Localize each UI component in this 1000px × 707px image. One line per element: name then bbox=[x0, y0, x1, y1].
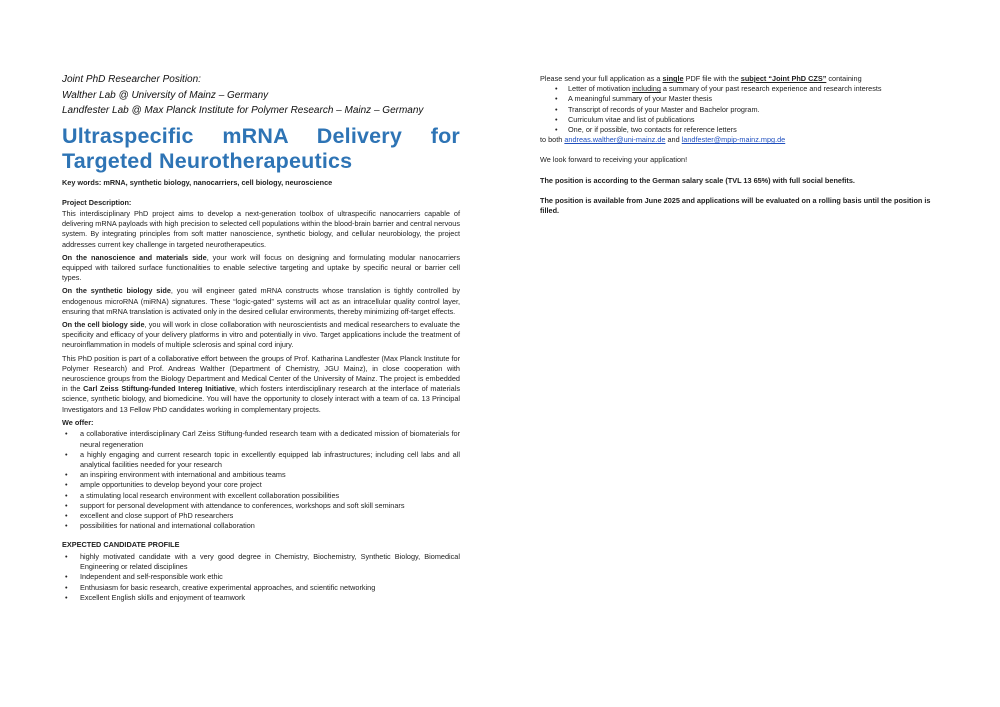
and-text: and bbox=[665, 135, 682, 145]
list-item: • Independent and self-responsible work ethic bbox=[62, 572, 460, 582]
email-link-landfester[interactable]: landfester@mpip-mainz.mpg.de bbox=[681, 135, 786, 145]
email-link-walther[interactable]: andreas.walther@uni-mainz.de bbox=[564, 135, 666, 145]
apply-text-2: PDF file with the bbox=[683, 74, 741, 83]
apply-text-3: containing bbox=[826, 74, 862, 83]
list-item: • One, or if possible, two contacts for reference letters bbox=[540, 125, 940, 135]
cellbio-text: , you will work in close collaboration with neuroscientists and medical researchers to evaluate the specificity and efficacy of your delivery platforms in vitro and potentially in vivo. Target applications include the treatment of neuroinflammation in models of multiple sclerosis and spinal cord injury. bbox=[62, 320, 460, 350]
to-both: to both bbox=[540, 135, 565, 145]
list-item: • an inspiring environment with international and ambitious teams bbox=[62, 470, 460, 480]
closing-line: We look forward to receiving your application! bbox=[540, 155, 688, 165]
collab-text-1: This PhD position is part of a collaborative effort between the groups of Prof. Katharina Landfester (Max Planck Institute for Polymer Research) and Prof. Andreas Walther (Department of Chemistry, JGU Mainz), in close cooperation with neuroscience groups from the Biology Department and Medical Center of the University of Mainz. The project is embedded in the bbox=[62, 353, 460, 394]
list-item: • Transcript of records of your Master and Bachelor program. bbox=[540, 105, 940, 115]
list-item: • a highly engaging and current research topic in excellently equipped lab infrastructures; including cell labs and all analytical facilities needed for your research bbox=[62, 450, 460, 470]
list-item: • excellent and close support of PhD researchers bbox=[62, 511, 460, 521]
item-text: Letter of motivation bbox=[568, 84, 633, 94]
salary-info: The position is according to the German salary scale (TVL 13 65%) with full social benefits. bbox=[540, 175, 855, 185]
list-item: • Enthusiasm for basic research, creative experimental approaches, and scientific networking bbox=[62, 583, 460, 593]
landfester-lab-line: Landfester Lab @ Max Planck Institute for Polymer Research – Mainz – Germany bbox=[62, 105, 424, 116]
collab-text-2: , which fosters interdisciplinary research at the interface of materials science, synthetic biology, and biomedicine. You will have the opportunity to closely interact with a team of ca. 13 Principal Investigators and 13 Fellow PhD candidates working in complementary projects. bbox=[62, 384, 460, 414]
list-item: • a stimulating local research environment with excellent collaboration possibilities bbox=[62, 491, 460, 501]
nanoscience-text: , your work will focus on designing and formulating modular nanocarriers equipped with tailored surface functionalities to enable selective targeting and uptake by specific neural or barrier cell types. bbox=[62, 252, 460, 283]
cellbio-paragraph bbox=[62, 320, 460, 351]
list-item: • possibilities for national and international collaboration bbox=[62, 521, 460, 531]
list-item: • Curriculum vitae and list of publications bbox=[540, 115, 940, 125]
contact-line bbox=[540, 135, 940, 145]
apply-single: single bbox=[662, 74, 684, 83]
list-item: • support for personal development with attendance to conferences, workshops and soft skill seminars bbox=[62, 501, 460, 511]
apply-text-1: Please send your full application as a bbox=[540, 74, 663, 83]
keywords: Key words: mRNA, synthetic biology, nanocarriers, cell biology, neuroscience bbox=[62, 177, 333, 187]
list-item: • highly motivated candidate with a very good degree in Chemistry, Biochemistry, Synthetic Biology, Biomedical Engineering or related disciplines bbox=[62, 552, 460, 572]
initiative-name: Carl Zeiss Stiftung-funded Intereg Initiative bbox=[83, 384, 235, 394]
availability-info: The position is available from June 2025 and applications will be evaluated on a rolling basis until the position is filled. bbox=[540, 195, 931, 216]
list-item: • A meaningful summary of your Master thesis bbox=[540, 94, 940, 104]
synbio-text: , you will engineer gated mRNA constructs whose translation is tightly controlled by endogenous microRNA (miRNA) signatures. These “logic-gated” systems will act as an intracellular quality control layer, ensuring that mRNA translation is activated only in the desired cellular environments, thereby minimizing off-target effects. bbox=[62, 286, 460, 316]
synbio-paragraph bbox=[62, 286, 460, 317]
list-item: • a collaborative interdisciplinary Carl Zeiss Stiftung-funded research team with a dedicated mission of biomaterials for neural regeneration bbox=[62, 429, 460, 449]
nanoscience-paragraph bbox=[62, 253, 460, 284]
intro-paragraph: This interdisciplinary PhD project aims to develop a next-generation toolbox of ultraspecific nanocarriers capable of delivering mRNA payloads with high precision to selected cell populations within the blood-brain barrier and central nervous system. By integrating principles from soft matter nanoscience, synthetic biology, and cellular neurobiology, the project addresses current key challenge in targeted neurotherapeutics. bbox=[62, 209, 460, 249]
list-item: • Excellent English skills and enjoyment of teamwork bbox=[62, 593, 460, 603]
application-instructions bbox=[540, 74, 940, 84]
item-text: a summary of your past research experience and research interests bbox=[660, 84, 882, 94]
walther-lab-line: Walther Lab @ University of Mainz – Germany bbox=[62, 89, 269, 101]
profile-heading: EXPECTED CANDIDATE PROFILE bbox=[62, 540, 180, 550]
nanoscience-lead: On the nanoscience and materials side bbox=[62, 252, 207, 262]
profile-list bbox=[62, 552, 460, 603]
cellbio-lead: On the cell biology side bbox=[62, 320, 145, 330]
apply-subject: subject “Joint PhD CZS” bbox=[740, 74, 827, 83]
list-item: • ample opportunities to develop beyond your core project bbox=[62, 480, 460, 490]
project-heading: Project Description: bbox=[62, 197, 132, 207]
left-column bbox=[62, 72, 460, 606]
application-list bbox=[540, 84, 940, 135]
collaboration-paragraph bbox=[62, 354, 460, 415]
offer-list bbox=[62, 429, 460, 531]
item-underlined: including bbox=[632, 84, 661, 94]
page-title: Ultraspecific mRNA Delivery for Targeted Neurotherapeutics bbox=[62, 123, 460, 173]
position-label: Joint PhD Researcher Position: bbox=[62, 74, 201, 85]
offer-heading: We offer: bbox=[62, 417, 94, 427]
right-column bbox=[540, 74, 940, 216]
synbio-lead: On the synthetic biology side bbox=[62, 286, 171, 296]
list-item bbox=[540, 84, 940, 94]
